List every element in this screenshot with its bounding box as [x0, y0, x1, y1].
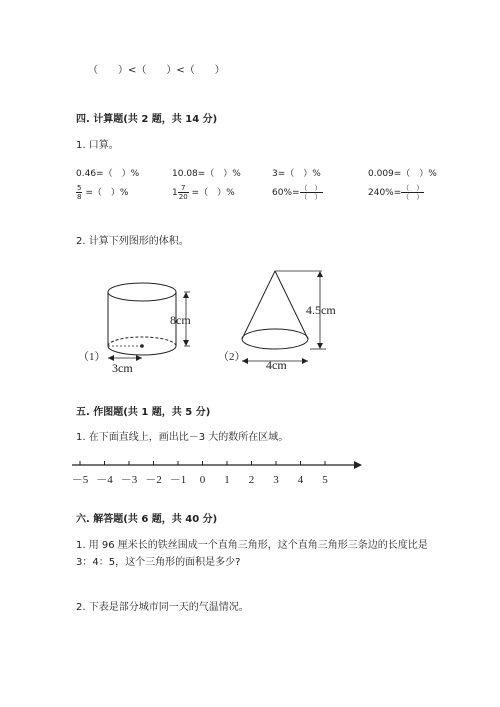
fraction: $\frac{5}{8}$: [77, 184, 82, 201]
q5-1-label: 1. 在下面直线上，画出比－3 大的数所在区域。: [76, 432, 289, 443]
cone-height-label: 4.5cm: [306, 303, 336, 317]
number-line-label: －2: [145, 474, 162, 486]
q4-2-label: 2. 计算下列图形的体积。: [76, 236, 189, 247]
mental-math-3: 3=（ ）%: [272, 169, 321, 179]
section-5-title: 五. 作图题(共 1 题，共 5 分): [76, 407, 211, 418]
mental-math-7: 60%= $\frac{( )}{( )}$: [272, 184, 322, 201]
cone-index: （2）: [218, 351, 246, 363]
mental-math-8: 240%= $\frac{( )}{( )}$: [368, 184, 424, 201]
fraction: $\frac{( )}{( )}$: [300, 184, 322, 201]
q6-2-label: 2. 下表是部分城市同一天的气温情况。: [76, 602, 249, 613]
mental-math-1: 0.46=（ ）%: [76, 169, 140, 179]
number-line-label: －5: [71, 474, 89, 486]
number-line-label: －3: [120, 474, 138, 486]
number-line-label: 1: [224, 474, 230, 486]
fraction: $\frac{( )}{( )}$: [402, 184, 424, 201]
mental-math-2: 10.08=（ ）%: [172, 169, 241, 179]
q4-1-label: 1. 口算。: [76, 140, 119, 151]
volume-figures: [70, 262, 370, 382]
section-6-title: 六. 解答题(共 6 题，共 40 分): [76, 514, 218, 525]
cylinder-height-label: 8cm: [170, 313, 191, 327]
cylinder-diameter-label: 3cm: [112, 361, 133, 375]
cylinder-index: （1）: [78, 351, 106, 363]
q6-1-line1: 1. 用 96 厘米长的铁丝围成一个直角三角形，这个直角三角形三条边的长度比是: [76, 540, 428, 551]
number-line[interactable]: [70, 455, 370, 495]
mental-math-4: 0.009=（ ）%: [368, 169, 437, 179]
number-line-label: 3: [273, 474, 279, 486]
number-line-label: 5: [322, 474, 328, 486]
fraction: $\frac{7}{20}$: [178, 184, 188, 201]
inequality-blanks: （ ）<（ ）<（ ）: [88, 65, 225, 76]
mental-math-5: $\frac{5}{8}$ =（ ）%: [77, 184, 129, 201]
mental-math-6: 1 $\frac{7}{20}$ =（ ）%: [172, 184, 235, 201]
section-4-title: 四. 计算题(共 2 题，共 14 分): [76, 114, 218, 125]
number-line-arrow: [354, 461, 362, 469]
number-line-label: 4: [297, 474, 304, 486]
number-line-label: －4: [96, 474, 113, 486]
number-line-label: －1: [169, 474, 187, 486]
number-line-label: 2: [248, 474, 255, 486]
cone-diameter-label: 4cm: [266, 358, 287, 372]
number-line-label: 0: [199, 474, 206, 486]
cone-figure: [242, 271, 326, 364]
q6-1-line2: 3：4：5，这个三角形的面积是多少?: [76, 557, 241, 568]
